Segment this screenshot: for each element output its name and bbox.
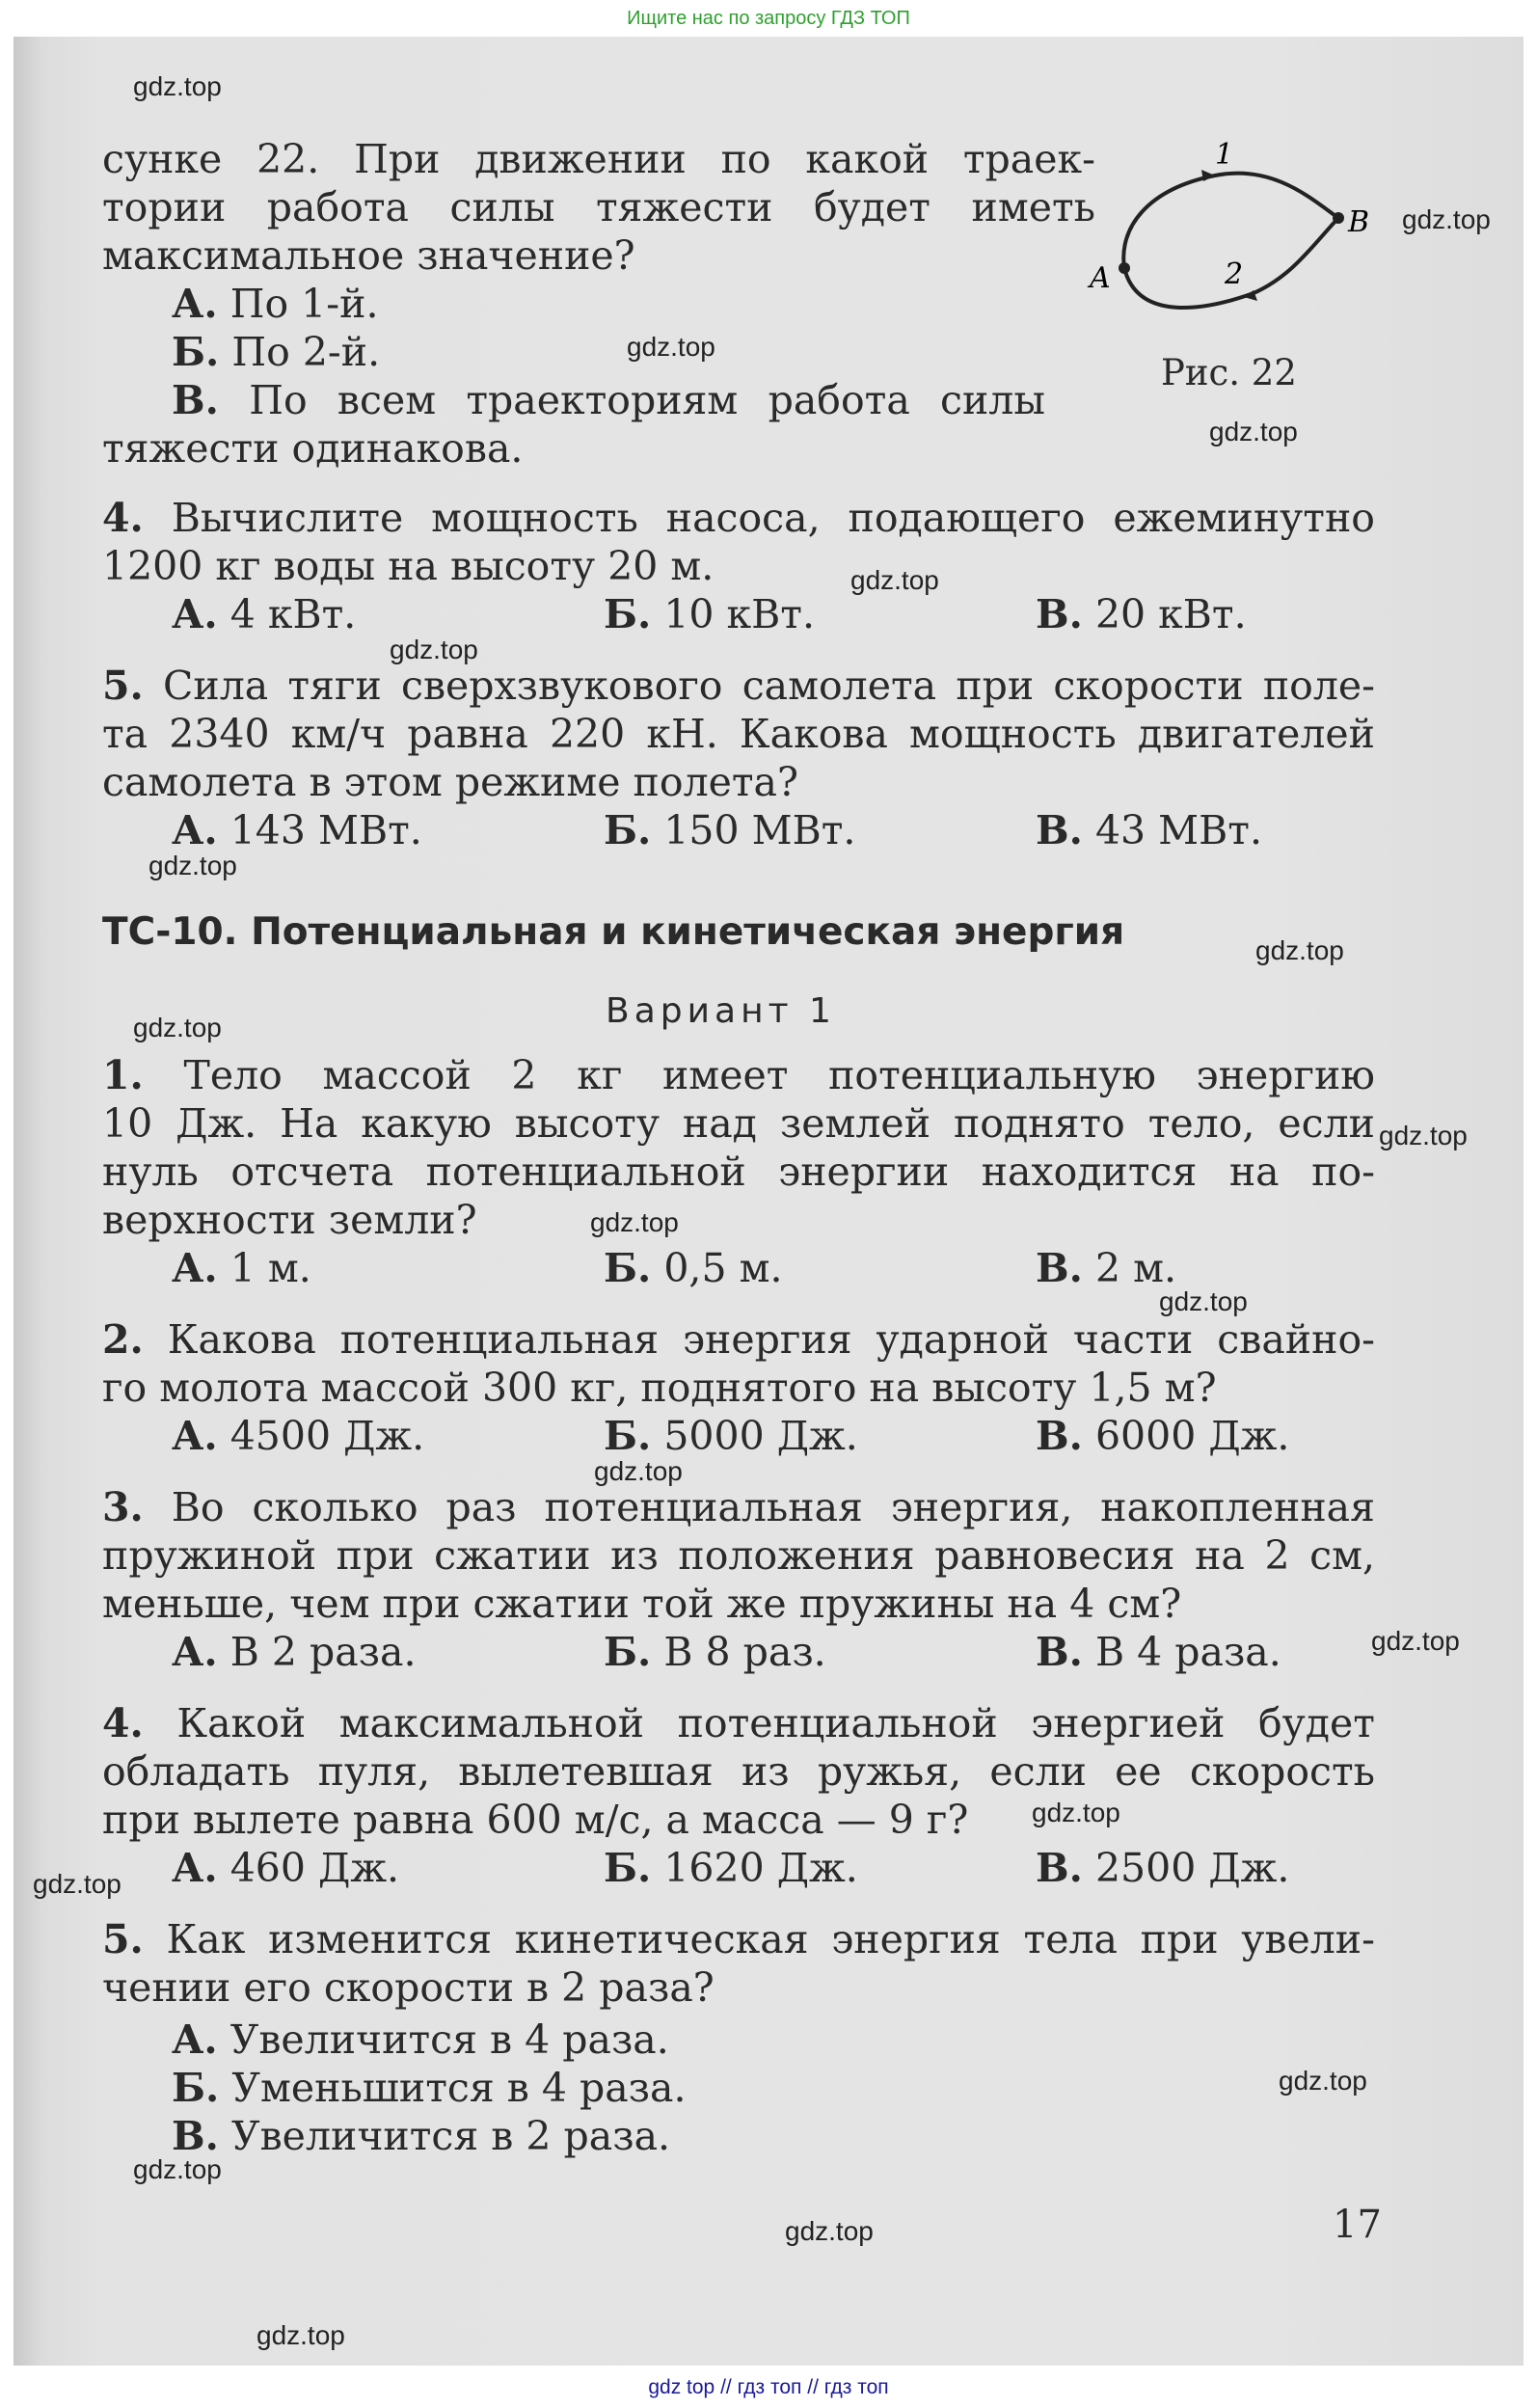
trajectory-figure xyxy=(1070,131,1389,363)
watermark: gdz.top xyxy=(1402,204,1491,234)
q3-line-3: максимальное значение? xyxy=(102,232,635,279)
v1q3-line-3: меньше, чем при сжатии той же пружины на 4 см? xyxy=(102,1581,1182,1627)
v1q4-answer-c: В. 2500 Дж. xyxy=(1036,1845,1290,1891)
v1q4-answer-a: А. 460 Дж. xyxy=(172,1845,400,1891)
q5-line-3: самолета в этом режиме полета? xyxy=(102,759,798,805)
v1q1-line-3: нуль отсчета потенциальной энергии находится на по- xyxy=(102,1149,1375,1195)
watermark: gdz.top xyxy=(850,565,939,595)
v1q1-answer-a: А. 1 м. xyxy=(172,1245,311,1291)
v1q5-answer-c: В. Увеличится в 2 раза. xyxy=(172,2113,671,2159)
v1q4-line-3: при вылете равна 600 м/с, а масса — 9 г? xyxy=(102,1797,969,1843)
top-banner[interactable]: Ищите нас по запросу ГДЗ ТОП xyxy=(627,8,910,29)
q3-answer-c: В. По всем траекториям работа силы xyxy=(172,377,1045,423)
section-title: ТС-10. Потенциальная и кинетическая энергия xyxy=(102,910,1125,954)
watermark: gdz.top xyxy=(627,332,715,362)
watermark: gdz.top xyxy=(1159,1286,1248,1316)
q3-answer-a: А. По 1-й. xyxy=(172,281,379,327)
watermark: gdz.top xyxy=(133,2154,222,2184)
q3-line-1: сунке 22. При движении по какой траек- xyxy=(102,136,1095,182)
watermark: gdz.top xyxy=(33,1869,121,1899)
watermark: gdz.top xyxy=(148,851,237,880)
v1q2-answer-c: В. 6000 Дж. xyxy=(1036,1413,1290,1459)
watermark: gdz.top xyxy=(1255,935,1344,965)
v1q3-answer-a: А. В 2 раза. xyxy=(172,1629,417,1675)
v1q1-line-4: верхности земли? xyxy=(102,1197,477,1243)
label-b: B xyxy=(1348,205,1370,239)
q5-line-2: та 2340 км/ч равна 220 кН. Какова мощность двигателей xyxy=(102,711,1375,757)
v1q5-line-1: 5. Как изменится кинетическая энергия тела при увели- xyxy=(102,1916,1375,1962)
v1q2-line-2: го молота массой 300 кг, поднятого на высоту 1,5 м? xyxy=(102,1365,1217,1411)
watermark: gdz.top xyxy=(390,635,478,664)
variant-title: Вариант 1 xyxy=(606,991,836,1031)
watermark: gdz.top xyxy=(590,1207,679,1237)
v1q2-answer-a: А. 4500 Дж. xyxy=(172,1413,425,1459)
watermark: gdz.top xyxy=(1032,1798,1120,1827)
q5-answer-a: А. 143 МВт. xyxy=(172,807,422,853)
label-a: A xyxy=(1090,261,1111,295)
bottom-banner[interactable]: gdz top // гдз топ // гдз топ xyxy=(648,2376,889,2398)
v1q3-line-2: пружиной при сжатии из положения равновесия на 2 см, xyxy=(102,1532,1375,1579)
v1q4-line-2: обладать пуля, вылетевшая из ружья, если ее скорость xyxy=(102,1748,1375,1795)
page-number: 17 xyxy=(1333,2203,1382,2247)
v1q2-answer-b: Б. 5000 Дж. xyxy=(604,1413,858,1459)
q3-line-2: тории работа силы тяжести будет иметь xyxy=(102,184,1095,230)
v1q1-line-2: 10 Дж. На какую высоту над землей поднято тело, если xyxy=(102,1100,1375,1147)
watermark: gdz.top xyxy=(1371,1626,1460,1656)
watermark: gdz.top xyxy=(785,2216,874,2246)
v1q5-line-2: чении его скорости в 2 раза? xyxy=(102,1964,715,2011)
v1q1-answer-c: В. 2 м. xyxy=(1036,1245,1177,1291)
v1q1-line-1: 1. Тело массой 2 кг имеет потенциальную энергию xyxy=(102,1052,1375,1098)
q5-answer-c: В. 43 МВт. xyxy=(1036,807,1262,853)
q5-answer-b: Б. 150 МВт. xyxy=(604,807,856,853)
watermark: gdz.top xyxy=(133,71,222,101)
v1q3-answer-c: В. В 4 раза. xyxy=(1036,1629,1281,1675)
q5-line-1: 5. Сила тяги сверхзвукового самолета при скорости поле- xyxy=(102,663,1375,709)
label-1: 1 xyxy=(1215,138,1234,172)
figure-caption: Рис. 22 xyxy=(1161,352,1297,393)
q4-answer-c: В. 20 кВт. xyxy=(1036,591,1247,637)
q3-answer-c-cont: тяжести одинакова. xyxy=(102,425,524,472)
v1q1-answer-b: Б. 0,5 м. xyxy=(604,1245,783,1291)
watermark: gdz.top xyxy=(1209,417,1298,446)
v1q4-answer-b: Б. 1620 Дж. xyxy=(604,1845,858,1891)
watermark: gdz.top xyxy=(1279,2066,1367,2096)
q4-line-1: 4. Вычислите мощность насоса, подающего ежеминутно xyxy=(102,495,1375,541)
v1q2-line-1: 2. Какова потенциальная энергия ударной части свайно- xyxy=(102,1316,1375,1363)
v1q3-line-1: 3. Во сколько раз потенциальная энергия, накопленная xyxy=(102,1484,1375,1530)
v1q5-answer-b: Б. Уменьшится в 4 раза. xyxy=(172,2065,687,2111)
label-2: 2 xyxy=(1225,257,1244,291)
q3-answer-b: Б. По 2-й. xyxy=(172,329,381,375)
q4-answer-a: А. 4 кВт. xyxy=(172,591,357,637)
watermark: gdz.top xyxy=(594,1456,683,1486)
q4-line-2: 1200 кг воды на высоту 20 м. xyxy=(102,543,715,589)
watermark: gdz.top xyxy=(1379,1121,1468,1150)
watermark: gdz.top xyxy=(256,2320,345,2350)
q4-answer-b: Б. 10 кВт. xyxy=(604,591,816,637)
watermark: gdz.top xyxy=(133,1013,222,1042)
v1q3-answer-b: Б. В 8 раз. xyxy=(604,1629,826,1675)
v1q5-answer-a: А. Увеличится в 4 раза. xyxy=(172,2016,669,2063)
v1q4-line-1: 4. Какой максимальной потенциальной энергией будет xyxy=(102,1700,1375,1746)
